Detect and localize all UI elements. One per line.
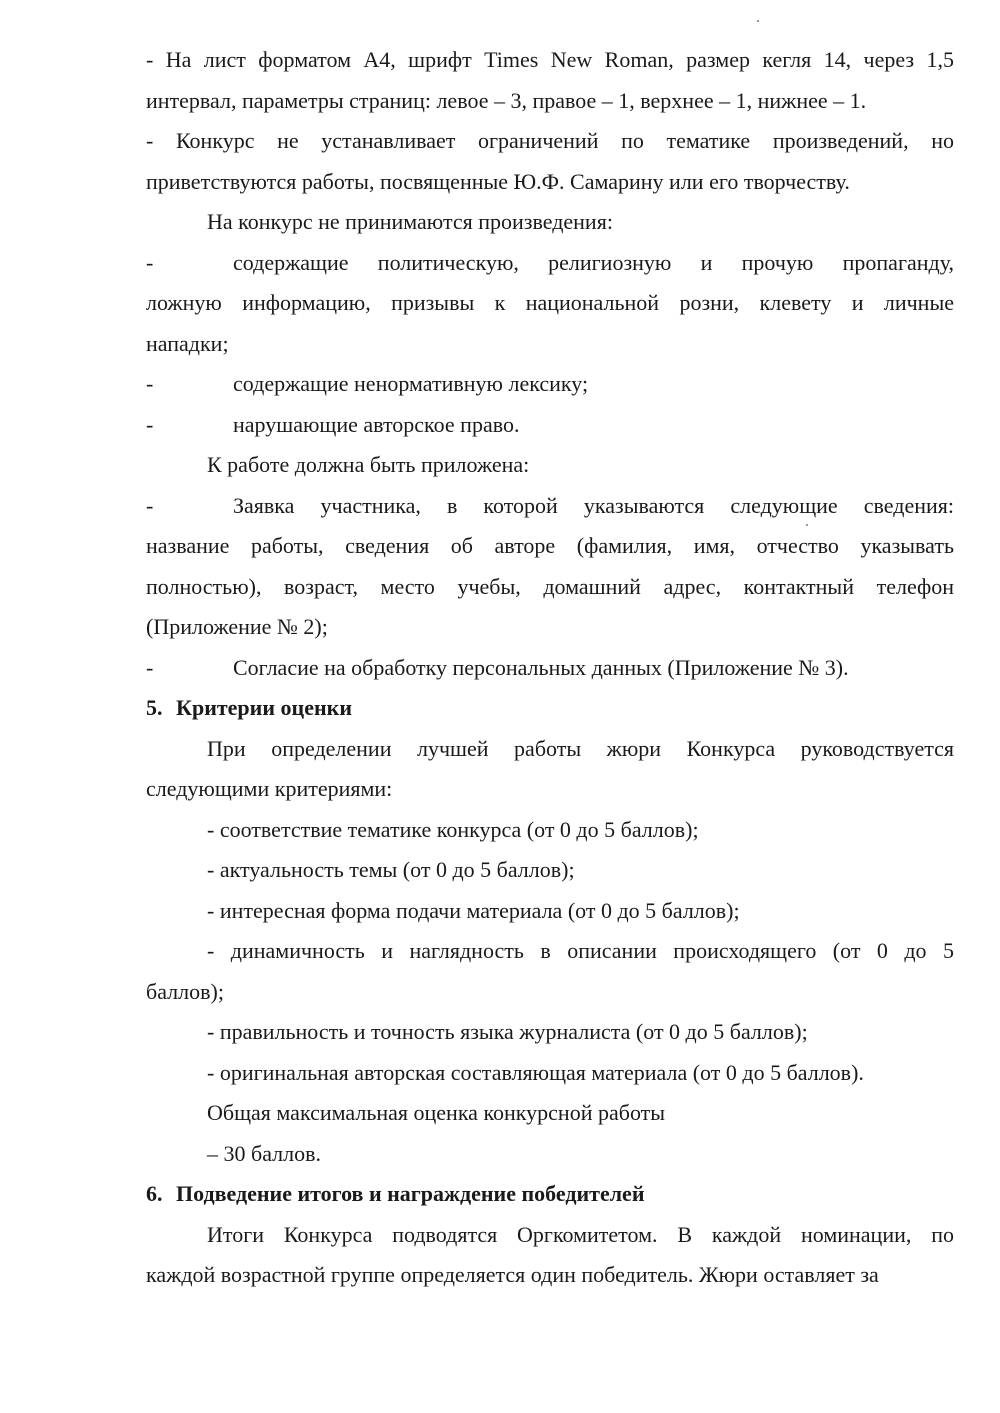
paragraph-line: интервал, параметры страниц: левое – 3, правое – 1, верхнее – 1, нижнее – 1.	[146, 88, 867, 113]
list-dash: -	[146, 655, 154, 680]
section-number: 6.	[146, 1181, 163, 1206]
criteria-item: - актуальность темы (от 0 до 5 баллов);	[207, 857, 575, 882]
paragraph-line: При определении лучшей работы жюри Конкурса руководствуется	[207, 736, 954, 761]
list-item-line: содержащие ненормативную лексику;	[233, 371, 589, 396]
section-title: Критерии оценки	[176, 695, 352, 720]
criteria-item: - соответствие тематике конкурса (от 0 до 5 баллов);	[207, 817, 699, 842]
paragraph-line: К работе должна быть приложена:	[207, 452, 530, 477]
paragraph-line: На конкурс не принимаются произведения:	[207, 209, 613, 234]
list-item-line: нарушающие авторское право.	[233, 412, 520, 437]
paragraph-line: Итоги Конкурса подводятся Оргкомитетом. В каждой номинации, по	[207, 1222, 954, 1247]
list-item-line: нападки;	[146, 331, 229, 356]
paragraph-line: Общая максимальная оценка конкурсной работы	[207, 1100, 666, 1125]
criteria-item: - оригинальная авторская составляющая материала (от 0 до 5 баллов).	[207, 1060, 864, 1085]
list-item-line: ложную информацию, призывы к национальной розни, клевету и личные	[146, 290, 954, 315]
list-dash: -	[146, 250, 154, 275]
scan-speck	[806, 524, 808, 526]
list-item-line: содержащие политическую, религиозную и прочую пропаганду,	[233, 250, 954, 275]
section-number: 5.	[146, 695, 163, 720]
paragraph-line: приветствуются работы, посвященные Ю.Ф. Самарину или его творчеству.	[146, 169, 850, 194]
criteria-item: - правильность и точность языка журналиста (от 0 до 5 баллов);	[207, 1019, 808, 1044]
list-dash: -	[146, 493, 154, 518]
list-dash: -	[146, 371, 154, 396]
paragraph-line: - Конкурс не устанавливает ограничений по тематике произведений, но	[146, 128, 954, 153]
criteria-item: - интересная форма подачи материала (от 0 до 5 баллов);	[207, 898, 740, 923]
list-item-line: название работы, сведения об авторе (фамилия, имя, отчество указывать	[146, 533, 954, 558]
criteria-item: - динамичность и наглядность в описании происходящего (от 0 до 5	[207, 938, 954, 963]
list-item-line: полностью), возраст, место учебы, домашний адрес, контактный телефон	[146, 574, 954, 599]
list-item-line: (Приложение № 2);	[146, 614, 328, 639]
section-title: Подведение итогов и награждение победителей	[176, 1181, 645, 1206]
list-dash: -	[146, 412, 154, 437]
criteria-item: баллов);	[146, 979, 224, 1004]
paragraph-line: – 30 баллов.	[207, 1141, 321, 1166]
scan-speck	[757, 20, 759, 22]
section-heading-6	[146, 1181, 954, 1207]
list-item-line: Заявка участника, в которой указываются следующие сведения:	[233, 493, 954, 518]
paragraph-line: - На лист форматом А4, шрифт Times New Roman, размер кегля 14, через 1,5	[146, 47, 954, 72]
paragraph-line: следующими критериями:	[146, 776, 393, 801]
section-heading-5	[146, 695, 954, 721]
list-item-line: Согласие на обработку персональных данных (Приложение № 3).	[233, 655, 849, 680]
paragraph-line: каждой возрастной группе определяется один победитель. Жюри оставляет за	[146, 1262, 879, 1287]
